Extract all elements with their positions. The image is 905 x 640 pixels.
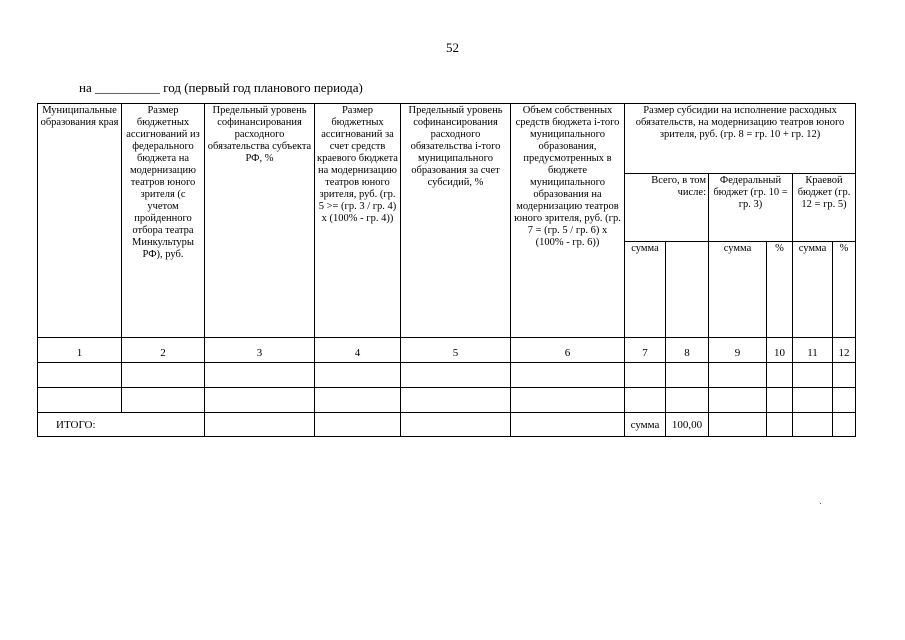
table-cell [205, 363, 315, 388]
total-label: ИТОГО: [38, 413, 205, 437]
table-cell [401, 388, 511, 413]
total-sum-label: сумма [625, 413, 666, 437]
table-cell [401, 413, 511, 437]
column-number: 3 [205, 338, 315, 363]
header-regional-percent: % [833, 242, 856, 338]
table-cell [511, 388, 625, 413]
table-cell [315, 413, 401, 437]
header-total-empty [666, 242, 709, 338]
column-number: 12 [833, 338, 856, 363]
header-municipal-cofinancing-level: Предельный уровень софинансирования расходного обязательства i-того муниципального образования за счет субсидий, % [401, 104, 511, 338]
header-subsidy-group: Размер субсидии на исполнение расходных обязательств, на модернизацию театров юного зрителя, руб. (гр. 8 = гр. 10 + гр. 12) [625, 104, 856, 174]
table-cell [709, 388, 767, 413]
table-cell [38, 363, 122, 388]
table-cell [205, 388, 315, 413]
table-cell [666, 388, 709, 413]
table-cell [122, 363, 205, 388]
table-cell [511, 413, 625, 437]
table-cell [709, 363, 767, 388]
table-cell [793, 363, 833, 388]
table-cell [767, 413, 793, 437]
column-number: 7 [625, 338, 666, 363]
table-cell [666, 363, 709, 388]
column-number: 4 [315, 338, 401, 363]
header-regional-sum: сумма [793, 242, 833, 338]
column-number: 11 [793, 338, 833, 363]
header-regional-budget: Краевой бюджет (гр. 12 = гр. 5) [793, 174, 856, 242]
header-regional-allocations: Размер бюджетных ассигнований за счет средств краевого бюджета на модернизацию театров юного зрителя, руб. (гр. 5 >= (гр. 3 / гр. 4) x (100% - гр. 4)) [315, 104, 401, 338]
column-number: 2 [122, 338, 205, 363]
table-heading: на __________ год (первый год планового периода) [79, 80, 363, 95]
table-cell [315, 388, 401, 413]
column-number: 1 [38, 338, 122, 363]
header-total-sum: сумма [625, 242, 666, 338]
column-number: 9 [709, 338, 767, 363]
table-cell [315, 363, 401, 388]
page-number: 52 [446, 40, 459, 55]
table-row [38, 388, 856, 413]
header-federal-percent: % [767, 242, 793, 338]
header-own-funds: Объем собственных средств бюджета i-того муниципального образования, предусмотренных в бюджете муниципального образования на модернизацию театров юного зрителя, руб. (гр. 7 = (гр. 5 / гр. 6) x (100% - гр. 6)) [511, 104, 625, 338]
table-cell [511, 363, 625, 388]
table-cell [625, 388, 666, 413]
table-cell [793, 413, 833, 437]
scan-speck [820, 503, 821, 504]
header-subject-cofinancing-level: Предельный уровень софинансирования расходного обязательства субъекта РФ, % [205, 104, 315, 338]
table-cell [833, 413, 856, 437]
table-row [38, 363, 856, 388]
column-number: 6 [511, 338, 625, 363]
total-row [38, 413, 856, 437]
table-cell [205, 413, 315, 437]
table-cell [767, 363, 793, 388]
table-cell [709, 413, 767, 437]
column-number: 5 [401, 338, 511, 363]
table-cell [401, 363, 511, 388]
table-cell [793, 388, 833, 413]
header-federal-sum: сумма [709, 242, 767, 338]
table-cell [833, 388, 856, 413]
table-cell [122, 388, 205, 413]
table-cell [767, 388, 793, 413]
column-number: 10 [767, 338, 793, 363]
table-cell [625, 363, 666, 388]
column-number-row [38, 338, 856, 363]
header-federal-budget: Федеральный бюджет (гр. 10 = гр. 3) [709, 174, 793, 242]
total-value: 100,00 [666, 413, 709, 437]
table-cell [38, 388, 122, 413]
table-cell [833, 363, 856, 388]
header-total: Всего, в том числе: [625, 174, 709, 242]
column-number: 8 [666, 338, 709, 363]
header-federal-allocations: Размер бюджетных ассигнований из федерального бюджета на модернизацию театров юного зрителя (с учетом пройденного отбора театра Минкультуры РФ), руб. [122, 104, 205, 338]
header-municipalities: Муниципальные образования края [38, 104, 122, 338]
subsidy-table [37, 103, 856, 437]
